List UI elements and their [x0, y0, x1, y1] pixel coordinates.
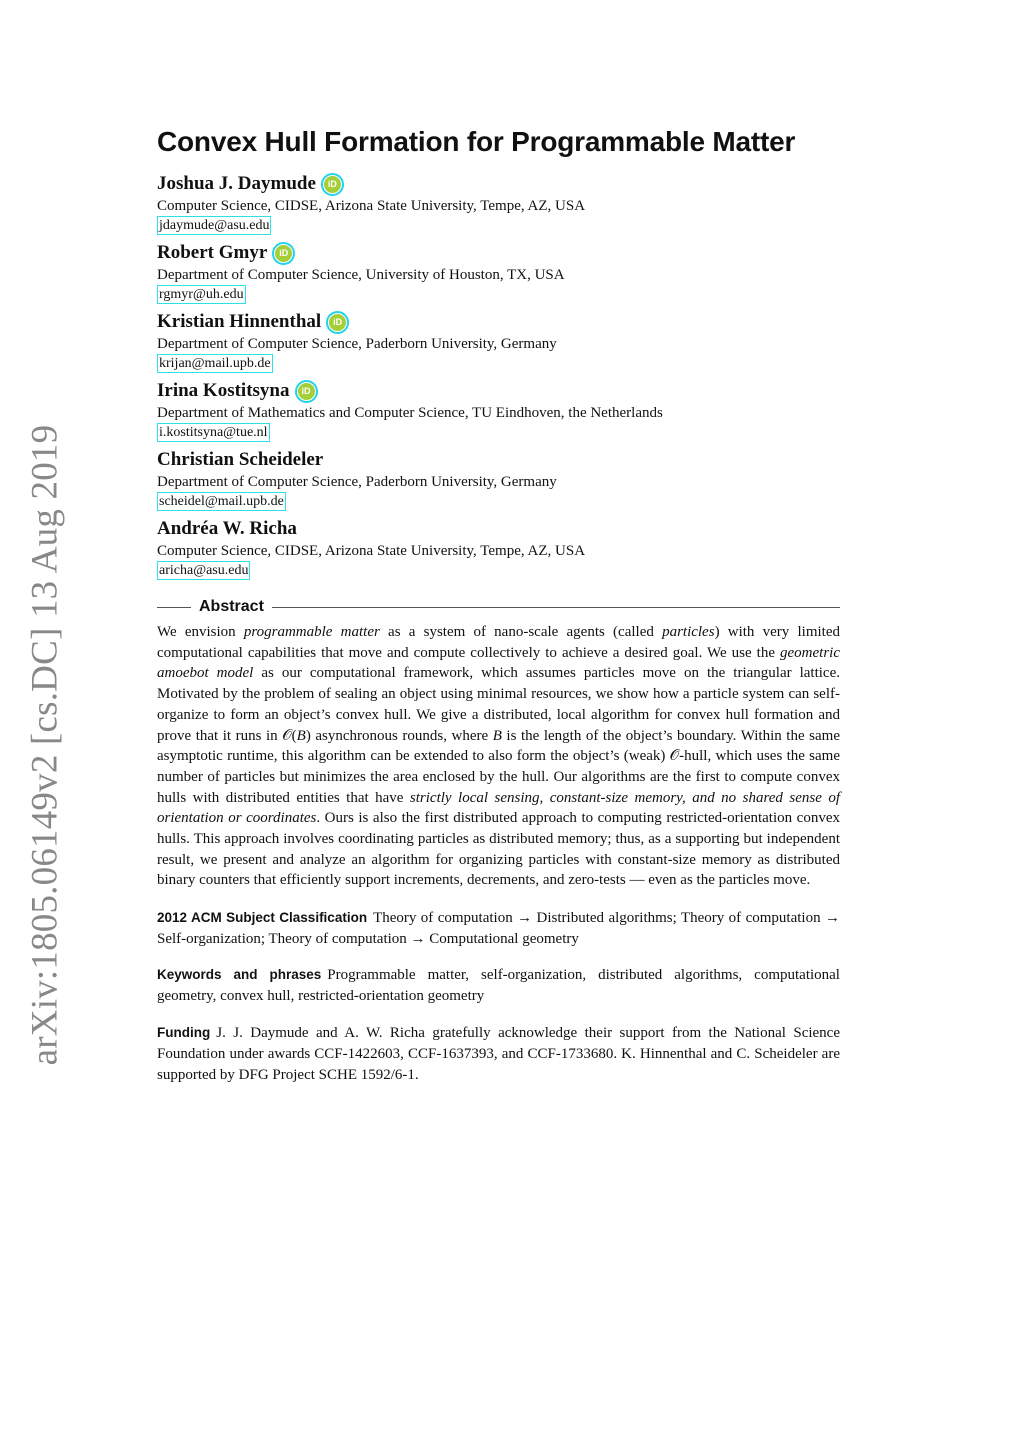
divider — [272, 607, 840, 608]
author-name — [157, 517, 840, 541]
author-name-text: Christian Scheideler — [157, 449, 324, 470]
abstract-segment: ) with very limited computational capabilities that move and compute collectively to achieve a desired goal. We use the — [157, 624, 840, 661]
author-name — [157, 448, 840, 472]
acm-classification-text: Theory of computation → Distributed algorithms; Theory of computation → Self-organization; Theory of computation → Computational geometry — [157, 910, 840, 948]
author-email-link[interactable]: i.kostitsyna@tue.nl — [159, 425, 268, 440]
author-name — [157, 379, 840, 403]
abstract-segment: We envision — [157, 624, 244, 640]
author-affiliation: Department of Mathematics and Computer Science, TU Eindhoven, the Netherlands — [157, 405, 663, 421]
author-list — [157, 172, 840, 580]
author-name-text: Robert Gmyr — [157, 242, 268, 263]
keywords — [157, 964, 840, 1007]
author-email-link[interactable]: scheidel@mail.upb.de — [159, 494, 284, 509]
author-email-link[interactable]: krijan@mail.upb.de — [159, 356, 271, 371]
orcid-icon[interactable]: iD — [275, 245, 292, 262]
author-email-link[interactable]: aricha@asu.edu — [159, 563, 249, 578]
abstract-segment: as a system of nano-scale agents (called — [379, 624, 663, 640]
abstract-heading-label: Abstract — [199, 598, 264, 615]
abstract-emphasis: geometric amoebot model — [157, 644, 840, 682]
funding-label: Funding — [157, 1025, 211, 1041]
author-name-text: Irina Kostitsyna — [157, 380, 290, 401]
author-block — [157, 241, 840, 304]
author-name-text: Kristian Hinnenthal — [157, 311, 322, 332]
author-block — [157, 310, 840, 373]
abstract-segment: is the length of the object’s boundary. Within the same asymptotic runtime, this algorithm can be extended to also form the object’s (weak) 𝒪-hull, which uses the same number of particles but minimizes the area enclosed by the hull. Our algorithms are the first to compute convex hulls with distributed entities that have — [157, 727, 840, 806]
author-name-text: Andréa W. Richa — [157, 518, 297, 539]
author-affiliation: Computer Science, CIDSE, Arizona State University, Tempe, AZ, USA — [157, 198, 586, 214]
abstract-emphasis: B — [492, 727, 502, 744]
author-name — [157, 241, 840, 265]
abstract-emphasis: programmable matter — [243, 624, 380, 640]
funding — [157, 1022, 840, 1086]
abstract-segment: as our computational framework, which assumes particles move on the triangular lattice. Motivated by the problem of sealing an object using minimal resources, we show how a particle system can self-organize to form an object’s convex hull. We give a distributed, local algorithm for convex hull formation and prove that it runs in 𝒪( — [157, 665, 840, 744]
abstract-emphasis: strictly local sensing, constant-size memory, and no shared sense of orientation or coordinates — [157, 789, 840, 827]
author-email-link[interactable]: jdaymude@asu.edu — [159, 218, 270, 233]
abstract-segment: . Ours is also the first distributed approach to computing restricted-orientation convex hulls. This approach involves coordinating particles as distributed memory; thus, as a supporting but independent result, we present and analyze an algorithm for organizing particles with constant-size memory as distributed binary counters that efficiently support increments, decrements, and zero-tests — even as the particles move. — [157, 810, 840, 889]
abstract-heading — [157, 598, 840, 616]
acm-classification — [157, 907, 840, 950]
author-block — [157, 448, 840, 511]
orcid-icon[interactable]: iD — [324, 176, 341, 193]
paper-front-page — [157, 126, 840, 1086]
keywords-label: Keywords and phrases — [157, 967, 322, 983]
abstract-text — [157, 622, 840, 891]
abstract-segment: ) asynchronous rounds, where — [305, 727, 493, 744]
keywords-text: Programmable matter, self-organization, distributed algorithms, computational geometry, convex hull, restricted-orientation geometry — [157, 967, 840, 1005]
orcid-icon[interactable]: iD — [329, 314, 346, 331]
author-block — [157, 517, 840, 580]
author-affiliation: Department of Computer Science, Paderborn University, Germany — [157, 336, 557, 352]
author-name — [157, 310, 840, 334]
author-name-text: Joshua J. Daymude — [157, 173, 316, 194]
author-block — [157, 379, 840, 442]
author-email-link[interactable]: rgmyr@uh.edu — [159, 287, 244, 302]
author-name — [157, 172, 840, 196]
abstract-emphasis: B — [296, 727, 306, 744]
author-affiliation: Department of Computer Science, Paderborn University, Germany — [157, 474, 557, 490]
divider — [157, 607, 191, 608]
acm-classification-label: 2012 ACM Subject Classification — [157, 910, 368, 926]
funding-text: J. J. Daymude and A. W. Richa gratefully acknowledge their support from the National Science Foundation under awards CCF-1422603, CCF-1637393, and CCF-1733680. K. Hinnenthal and C. Scheideler are supported by DFG Project SCHE 1592/6-1. — [157, 1025, 840, 1084]
author-block — [157, 172, 840, 235]
abstract-emphasis: particles — [662, 624, 715, 640]
arxiv-sidebar — [0, 0, 90, 1448]
arxiv-identifier: arXiv:1805.06149v2 [cs.DC] 13 Aug 2019 — [24, 424, 66, 1066]
author-affiliation: Department of Computer Science, University of Houston, TX, USA — [157, 267, 565, 283]
author-affiliation: Computer Science, CIDSE, Arizona State University, Tempe, AZ, USA — [157, 543, 586, 559]
paper-title: Convex Hull Formation for Programmable Matter — [157, 126, 796, 157]
orcid-icon[interactable]: iD — [298, 383, 315, 400]
